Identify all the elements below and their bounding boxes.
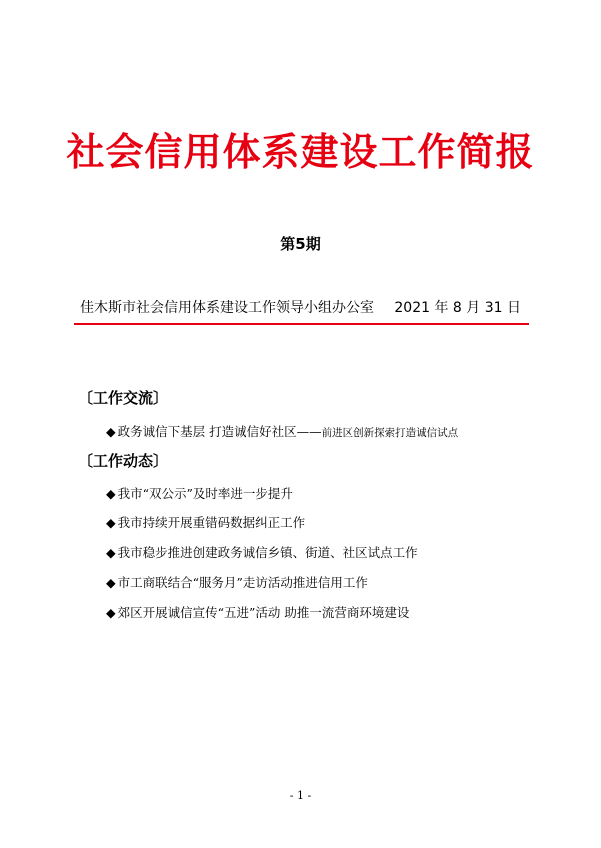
section-heading-exchange: 〔工作交流〕 — [78, 389, 169, 407]
diamond-bullet-icon: ◆ — [106, 575, 116, 590]
diamond-bullet-icon: ◆ — [106, 545, 116, 560]
bulletin-title: 社会信用体系建设工作简报 — [66, 130, 535, 174]
section-heading-dynamics: 〔工作动态〕 — [78, 452, 169, 470]
issue-date: 2021 年 8 月 31 日 — [394, 300, 521, 316]
list-item — [106, 485, 293, 503]
list-item — [106, 423, 458, 442]
list-item-text: 郊区开展诚信宣传“五进”活动 助推一流营商环境建设 — [117, 605, 410, 620]
list-item-text: 市工商联结合“服务月”走访活动推进信用工作 — [117, 575, 368, 590]
list-item-text: 我市持续开展重错码数据纠正工作 — [117, 515, 306, 530]
list-item-text: 我市稳步推进创建政务诚信乡镇、街道、社区试点工作 — [117, 545, 418, 560]
diamond-bullet-icon: ◆ — [106, 424, 116, 439]
list-item-text: 政务诚信下基层 打造诚信好社区—— — [117, 424, 322, 439]
list-item — [106, 574, 368, 592]
issue-number: 第5期 — [280, 235, 321, 253]
diamond-bullet-icon: ◆ — [106, 605, 116, 620]
list-item-text: 我市“双公示”及时率进一步提升 — [117, 486, 293, 501]
list-item-subtitle: 前进区创新探索打造诚信试点 — [321, 427, 459, 439]
red-divider-line — [74, 323, 529, 325]
diamond-bullet-icon: ◆ — [106, 515, 116, 530]
list-item — [106, 604, 409, 622]
page-number: - 1 - — [289, 789, 312, 802]
issuing-office: 佳木斯市社会信用体系建设工作领导小组办公室 — [80, 300, 374, 316]
diamond-bullet-icon: ◆ — [106, 486, 116, 501]
list-item — [106, 514, 305, 532]
list-item — [106, 544, 418, 562]
